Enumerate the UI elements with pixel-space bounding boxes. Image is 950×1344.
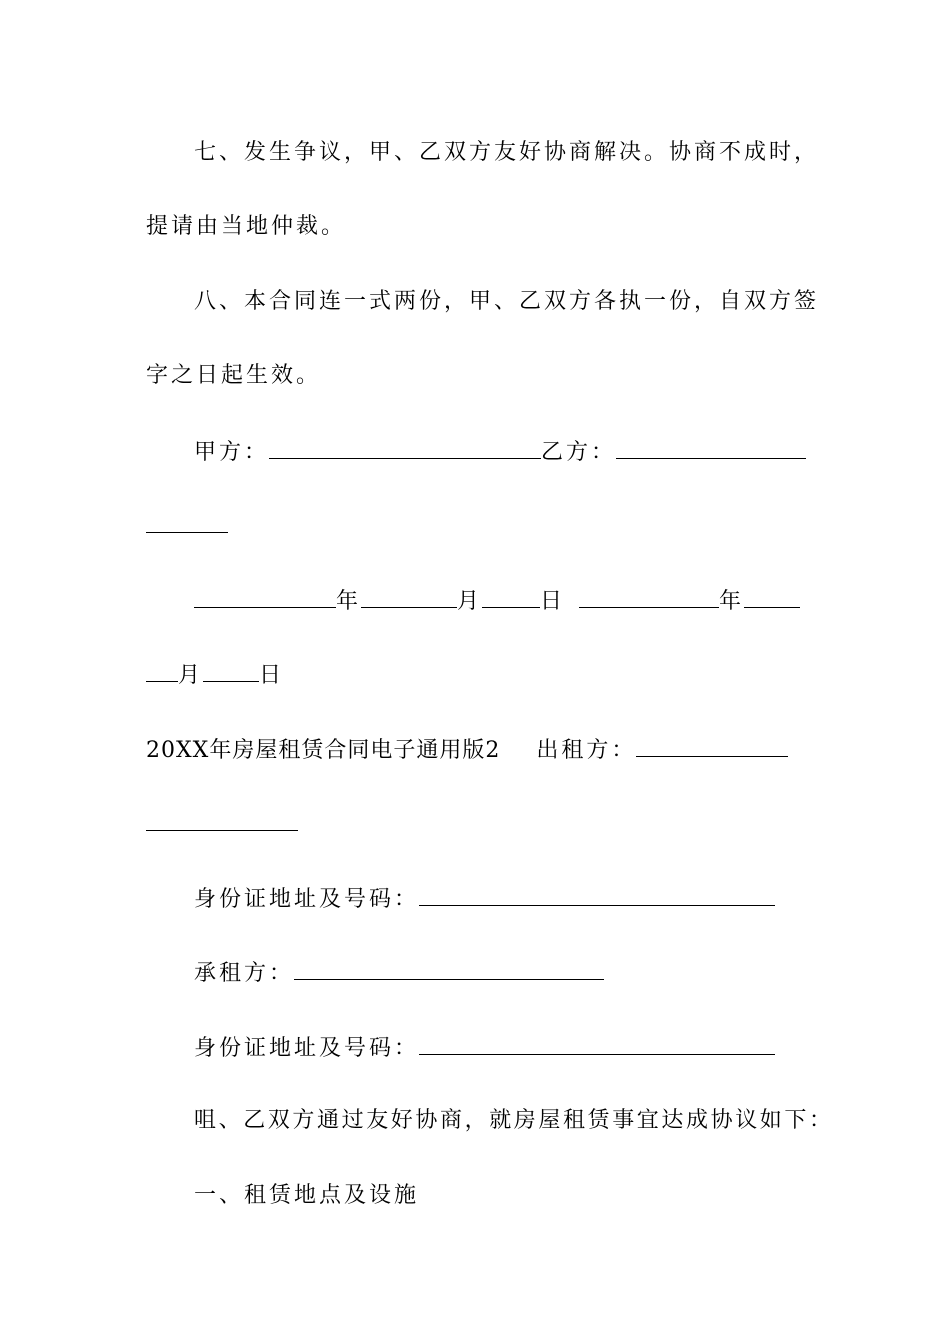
lessee-id-line <box>194 1032 775 1064</box>
lessee-id-blank[interactable] <box>419 1032 775 1055</box>
party-b-label: 乙方： <box>541 440 617 465</box>
lessor-blank-2[interactable] <box>146 808 298 831</box>
party-a-blank[interactable] <box>269 436 541 459</box>
party-a-label: 甲方： <box>194 440 270 465</box>
section-title: 20XX年房屋租赁合同电子通用版2 <box>146 738 501 763</box>
clause-8-line-2: 字之日起生效。 <box>146 363 322 388</box>
lessor-id-blank[interactable] <box>419 883 775 906</box>
clause-7-line-2: 提请由当地仲裁。 <box>146 214 347 239</box>
clause-8-line-1: 八、本合同连一式两份，甲、乙双方各执一份，自双方签 <box>194 289 820 314</box>
day-b-blank[interactable] <box>203 659 259 682</box>
agreement-intro: 咀、乙双方通过友好协商，就房屋租赁事宜达成协议如下： <box>194 1108 834 1133</box>
date-line <box>194 585 800 617</box>
month-a-blank[interactable] <box>361 585 457 608</box>
lessee-label: 承租方： <box>194 961 295 986</box>
party-b-blank-2[interactable] <box>146 510 228 533</box>
year-a-blank[interactable] <box>194 585 336 608</box>
lessee-id-label: 身份证地址及号码： <box>194 1036 420 1061</box>
party-b-blank-continued <box>146 510 228 542</box>
day-b-label: 日 <box>259 663 285 688</box>
item-1-heading: 一、租赁地点及设施 <box>194 1183 420 1208</box>
lessee-line <box>194 957 604 989</box>
signature-line <box>194 436 806 468</box>
clause-7-line-1: 七、发生争议，甲、乙双方友好协商解决。协商不成时， <box>194 140 820 165</box>
month-a-label: 月 <box>457 589 483 614</box>
party-b-blank[interactable] <box>616 436 806 459</box>
lessee-blank[interactable] <box>294 957 604 980</box>
date-line-continued <box>146 659 284 691</box>
day-a-blank[interactable] <box>482 585 540 608</box>
year-a-label: 年 <box>336 589 362 614</box>
day-a-label: 日 <box>540 589 566 614</box>
month-b-blank-2[interactable] <box>146 659 178 682</box>
month-b-label: 月 <box>178 663 204 688</box>
lessor-label: 出租方： <box>536 738 637 763</box>
month-b-blank-1[interactable] <box>744 585 800 608</box>
lessor-id-label: 身份证地址及号码： <box>194 887 420 912</box>
year-b-label: 年 <box>719 589 745 614</box>
lessor-blank[interactable] <box>636 734 788 757</box>
lessor-id-line <box>194 883 775 915</box>
lessor-blank-continued <box>146 808 298 840</box>
section-title-line <box>146 734 788 766</box>
year-b-blank[interactable] <box>579 585 719 608</box>
